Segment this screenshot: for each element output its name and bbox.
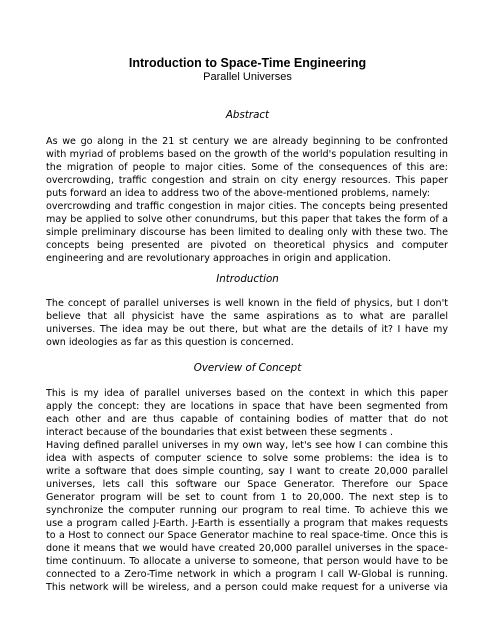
text-line: Generator program will be set to count from 1 to 20,000. The next step is to: [46, 491, 448, 503]
overview-heading: Overview of Concept: [193, 362, 302, 374]
text-line: overcrowding, traffic congestion and strain on city energy resources. This paper: [46, 174, 448, 186]
text-line: use a program called J-Earth. J-Earth is essentially a program that makes requests: [46, 517, 448, 529]
overview-paragraph: [46, 388, 448, 595]
text-line: with myriad of problems based on the growth of the world's population resulting in: [46, 148, 448, 160]
text-line: As we go along in the 21 st century we are already beginning to be confronted: [46, 136, 448, 147]
text-line: own ideologies as far as this question is concerned.: [46, 336, 294, 348]
text-line: write a software that does simple counting, say I want to create 20,000 parallel: [46, 465, 448, 477]
text-line: time continuum. To allocate a universe to someone, that person would have to be: [46, 556, 448, 568]
text-line: The concept of parallel universes is well known in the field of physics, but I don't: [46, 298, 448, 309]
document-subtitle: Parallel Universes: [203, 71, 292, 83]
text-line: This network will be wireless, and a person could make request for a universe via: [46, 582, 448, 594]
text-line: interact because of the boundaries that exist between these segments .: [46, 426, 394, 438]
text-line: Having defined parallel universes in my own way, let's see how I can combine this: [46, 439, 448, 451]
text-line: This is my idea of parallel universes based on the context in which this paper: [46, 388, 448, 399]
text-line: done it means that we would have created 20,000 parallel universes in the space-: [46, 543, 448, 555]
text-line: to a Host to connect our Space Generator machine to real space-time. Once this is: [46, 530, 448, 542]
abstract-paragraph: [46, 136, 448, 266]
abstract-heading: Abstract: [225, 109, 270, 121]
introduction-paragraph: [46, 298, 448, 350]
text-line: universes, lets call this software our Space Generator. Therefore our Space: [46, 478, 448, 490]
text-line: the migration of people to major cities. Some of the consequences of this are:: [46, 161, 448, 173]
text-line: overcrowding and traffic congestion in major cities. The concepts being presented: [46, 200, 448, 212]
text-line: may be applied to solve other conundrums, but this paper that takes the form of a: [46, 213, 448, 225]
text-line: simple preliminary discourse has been limited to dealing only with these two. The: [46, 226, 448, 238]
introduction-heading: Introduction: [216, 273, 279, 285]
text-line: idea with aspects of computer science to solve some problems: the idea is to: [46, 452, 448, 464]
text-line: believe that all physicist have the same aspirations as to what are parallel: [46, 310, 448, 322]
text-line: engineering and are revolutionary approaches in origin and application.: [46, 252, 392, 264]
text-line: puts forward an idea to address two of the above-mentioned problems, namely:: [46, 187, 430, 199]
document-title: Introduction to Space-Time Engineering: [128, 56, 367, 70]
text-line: each other and are thus capable of containing bodies of matter that do not: [46, 413, 448, 425]
text-line: apply the concept: they are locations in space that have been segmented from: [46, 400, 448, 412]
text-line: synchronize the computer running our program to real time. To achieve this we: [46, 504, 448, 516]
text-line: universes. The idea may be out there, but what are the details of it? I have my: [46, 323, 448, 335]
text-line: concepts being presented are pivoted on theoretical physics and computer: [46, 239, 448, 251]
text-line: connected to a Zero-Time network in which a program I call W-Global is running.: [46, 569, 448, 581]
